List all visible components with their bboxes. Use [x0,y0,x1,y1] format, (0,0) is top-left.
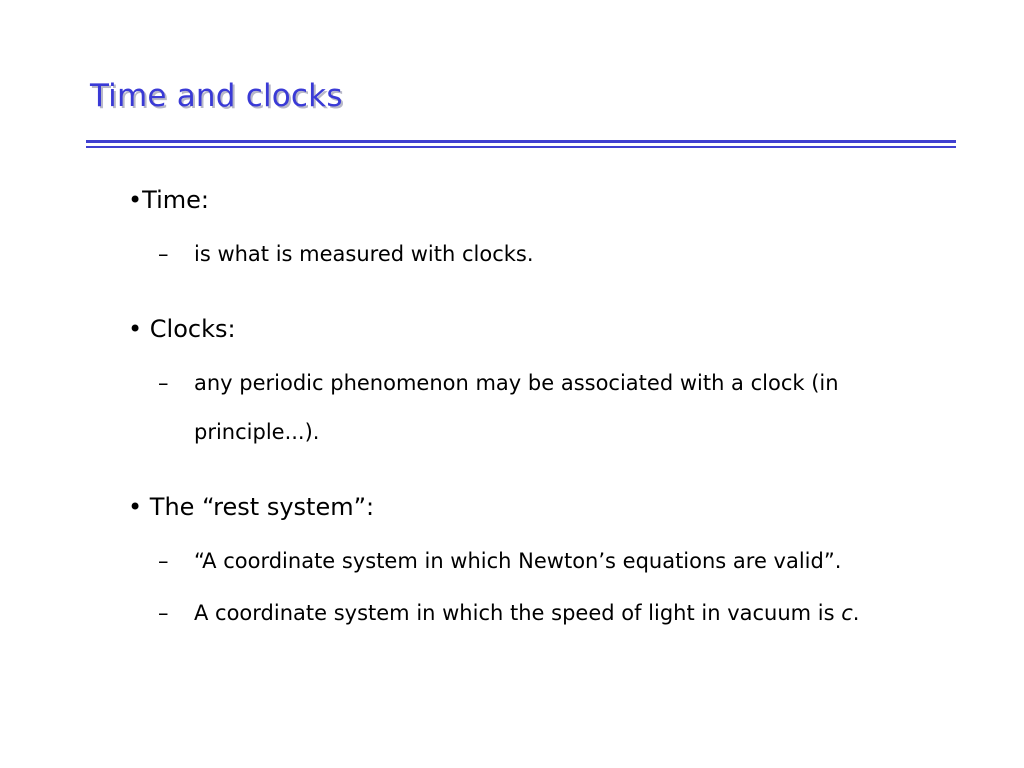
subitem-clocks-1-continuation: principle...). [194,420,320,444]
subitem-rest-system-1 [158,549,841,573]
dash-glyph: – [158,549,169,573]
subitem-time-1 [158,242,534,266]
bullet-glyph: • [128,493,143,521]
subitem-text-line1: any periodic phenomenon may be associated with a clock (in [194,371,839,395]
bullet-heading-rest-system: The “rest system”: [149,493,375,521]
title-rule-top [86,140,956,143]
subitem-rest-system-2 [158,601,859,625]
subitem-text-tail: . [852,601,860,625]
subitem-text: A coordinate system in which the speed of light in vacuum is [194,601,842,625]
slide-title: Time and clocks [90,78,343,114]
bullet-heading-clocks: Clocks: [149,315,236,343]
dash-glyph: – [158,371,169,395]
speed-of-light-symbol: c [841,601,853,625]
dash-glyph: – [158,242,169,266]
bullet-heading-time: Time: [142,186,209,214]
bullet-glyph: • [128,186,143,214]
subitem-clocks-1 [158,371,839,395]
dash-glyph: – [158,601,169,625]
subitem-text: is what is measured with clocks. [194,242,534,266]
bullet-rest-system [128,493,374,521]
bullet-glyph: • [128,315,143,343]
bullet-clocks [128,315,236,343]
bullet-time [128,186,209,214]
subitem-text: “A coordinate system in which Newton’s equations are valid”. [194,549,842,573]
title-rule-bottom [86,146,956,148]
